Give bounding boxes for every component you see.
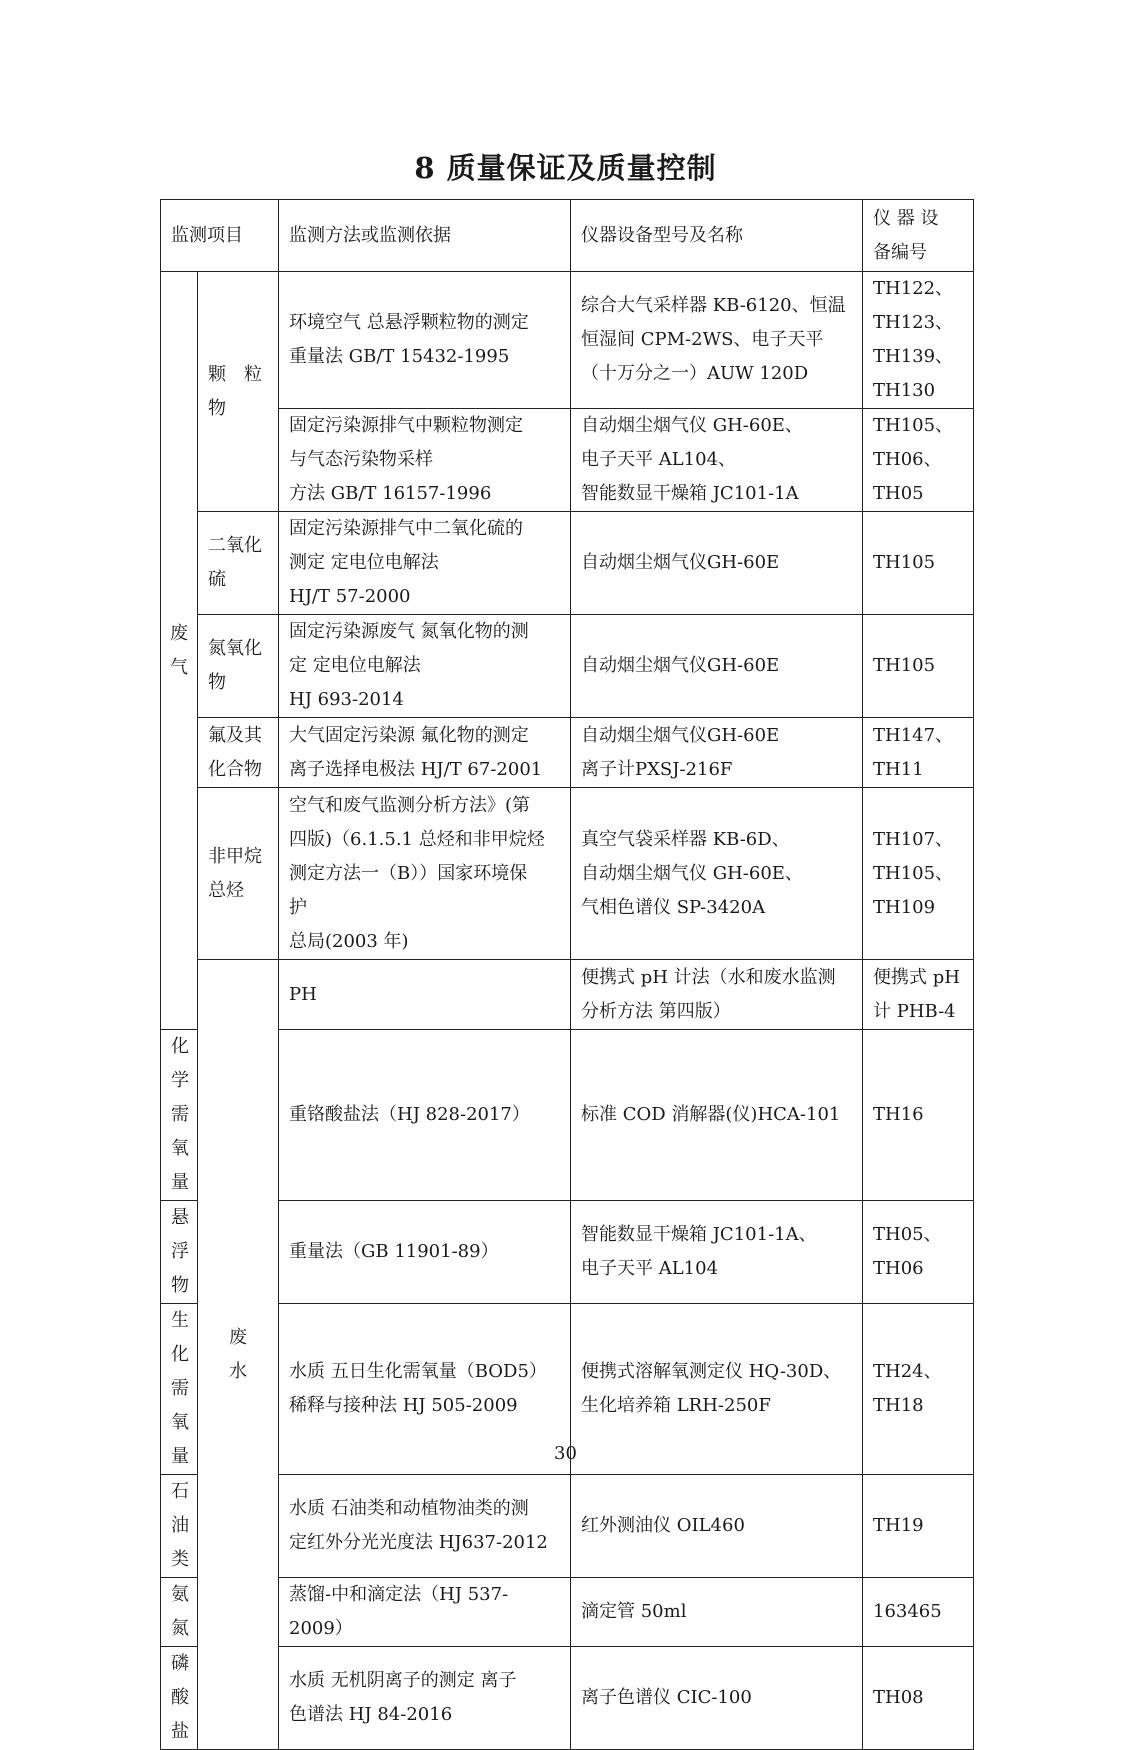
header-row	[161, 200, 974, 272]
item-cell: 化学需 氧量	[161, 1030, 198, 1201]
header-instrument: 仪器设备型号及名称	[571, 200, 863, 272]
number-cell: TH147、 TH11	[863, 718, 974, 788]
instrument-cell: 标准 COD 消解器(仪)HCA-101	[571, 1030, 863, 1201]
table-row	[161, 615, 974, 718]
instrument-cell: 自动烟尘烟气仪GH-60E 离子计PXSJ-216F	[571, 718, 863, 788]
header-number: 仪 器 设 备编号	[863, 200, 974, 272]
item-cell: 氨氮	[161, 1578, 198, 1647]
page-title: 8 质量保证及质量控制	[414, 151, 717, 185]
instrument-cell: 自动烟尘烟气仪GH-60E	[571, 512, 863, 615]
item-cell: 磷酸盐	[161, 1647, 198, 1750]
method-cell: 固定污染源排气中颗粒物测定 与气态污染物采样 方法 GB/T 16157-1996	[279, 409, 571, 512]
item-cell: PH	[279, 960, 571, 1030]
table-row	[161, 718, 974, 788]
instrument-cell: 便携式 pH 计 PHB-4	[863, 960, 974, 1030]
instrument-cell: 离子色谱仪 CIC-100	[571, 1647, 863, 1750]
table-row	[161, 1201, 974, 1304]
method-cell: 便携式 pH 计法（水和废水监测 分析方法 第四版）	[571, 960, 863, 1030]
method-cell: 环境空气 总悬浮颗粒物的测定 重量法 GB/T 15432-1995	[279, 272, 571, 409]
instrument-cell: 自动烟尘烟气仪 GH-60E、 电子天平 AL104、 智能数显干燥箱 JC101-1A	[571, 409, 863, 512]
header-item: 监测项目	[161, 200, 279, 272]
table-row	[161, 272, 974, 409]
item-cell: 非甲烷 总烃	[198, 788, 279, 960]
number-cell: TH105	[863, 615, 974, 718]
item-particulate: 颗 粒 物	[198, 272, 279, 512]
instrument-cell: 智能数显干燥箱 JC101-1A、 电子天平 AL104	[571, 1201, 863, 1304]
method-cell: 水质 无机阴离子的测定 离子 色谱法 HJ 84-2016	[279, 1647, 571, 1750]
instrument-cell: 真空气袋采样器 KB-6D、 自动烟尘烟气仪 GH-60E、 气相色谱仪 SP-3420A	[571, 788, 863, 960]
table-row	[161, 1578, 974, 1647]
number-cell: TH24、 TH18	[863, 1304, 974, 1475]
instrument-cell: 便携式溶解氧测定仪 HQ-30D、 生化培养箱 LRH-250F	[571, 1304, 863, 1475]
header-method: 监测方法或监测依据	[279, 200, 571, 272]
table-row	[161, 1475, 974, 1578]
table-row	[161, 512, 974, 615]
number-cell: TH16	[863, 1030, 974, 1201]
number-cell: TH105、 TH06、 TH05	[863, 409, 974, 512]
method-cell: 大气固定污染源 氟化物的测定 离子选择电极法 HJ/T 67-2001	[279, 718, 571, 788]
table-row	[161, 409, 974, 512]
table-row	[161, 788, 974, 960]
instrument-cell: 自动烟尘烟气仪GH-60E	[571, 615, 863, 718]
item-cell: 二氧化 硫	[198, 512, 279, 615]
number-cell: 163465	[863, 1578, 974, 1647]
number-cell: TH19	[863, 1475, 974, 1578]
category-gas: 废 气	[161, 272, 198, 1030]
method-cell: 水质 石油类和动植物油类的测 定红外分光光度法 HJ637-2012	[279, 1475, 571, 1578]
item-cell: 氟及其 化合物	[198, 718, 279, 788]
category-water: 废 水	[198, 960, 279, 1750]
number-cell: TH105	[863, 512, 974, 615]
item-cell: 氮氧化 物	[198, 615, 279, 718]
number-cell: TH107、 TH105、 TH109	[863, 788, 974, 960]
quality-control-table	[160, 199, 974, 1750]
item-cell: 石油类	[161, 1475, 198, 1578]
number-cell: TH08	[863, 1647, 974, 1750]
method-cell: 空气和废气监测分析方法》(第 四版)（6.1.5.1 总烃和非甲烷烃 测定方法一（B））国家环境保 护 总局(2003 年)	[279, 788, 571, 960]
number-cell: TH122、 TH123、 TH139、 TH130	[863, 272, 974, 409]
method-cell: 水质 五日生化需氧量（BOD5） 稀释与接种法 HJ 505-2009	[279, 1304, 571, 1475]
number-cell: TH05、 TH06	[863, 1201, 974, 1304]
page-number: 30	[554, 1443, 577, 1464]
method-cell: 重量法（GB 11901-89）	[279, 1201, 571, 1304]
method-cell: 固定污染源废气 氮氧化物的测 定 定电位电解法 HJ 693-2014	[279, 615, 571, 718]
item-cell: 悬浮物	[161, 1201, 198, 1304]
instrument-cell: 综合大气采样器 KB-6120、恒温 恒湿间 CPM-2WS、电子天平 （十万分之一）AUW 120D	[571, 272, 863, 409]
instrument-cell: 红外测油仪 OIL460	[571, 1475, 863, 1578]
table-row	[161, 1647, 974, 1750]
item-cell: 生化需 氧量	[161, 1304, 198, 1475]
instrument-cell: 滴定管 50ml	[571, 1578, 863, 1647]
method-cell: 固定污染源排气中二氧化硫的 测定 定电位电解法 HJ/T 57-2000	[279, 512, 571, 615]
table-row	[161, 960, 974, 1030]
method-cell: 重铬酸盐法（HJ 828-2017）	[279, 1030, 571, 1201]
table-row	[161, 1030, 974, 1201]
method-cell: 蒸馏-中和滴定法（HJ 537-2009）	[279, 1578, 571, 1647]
